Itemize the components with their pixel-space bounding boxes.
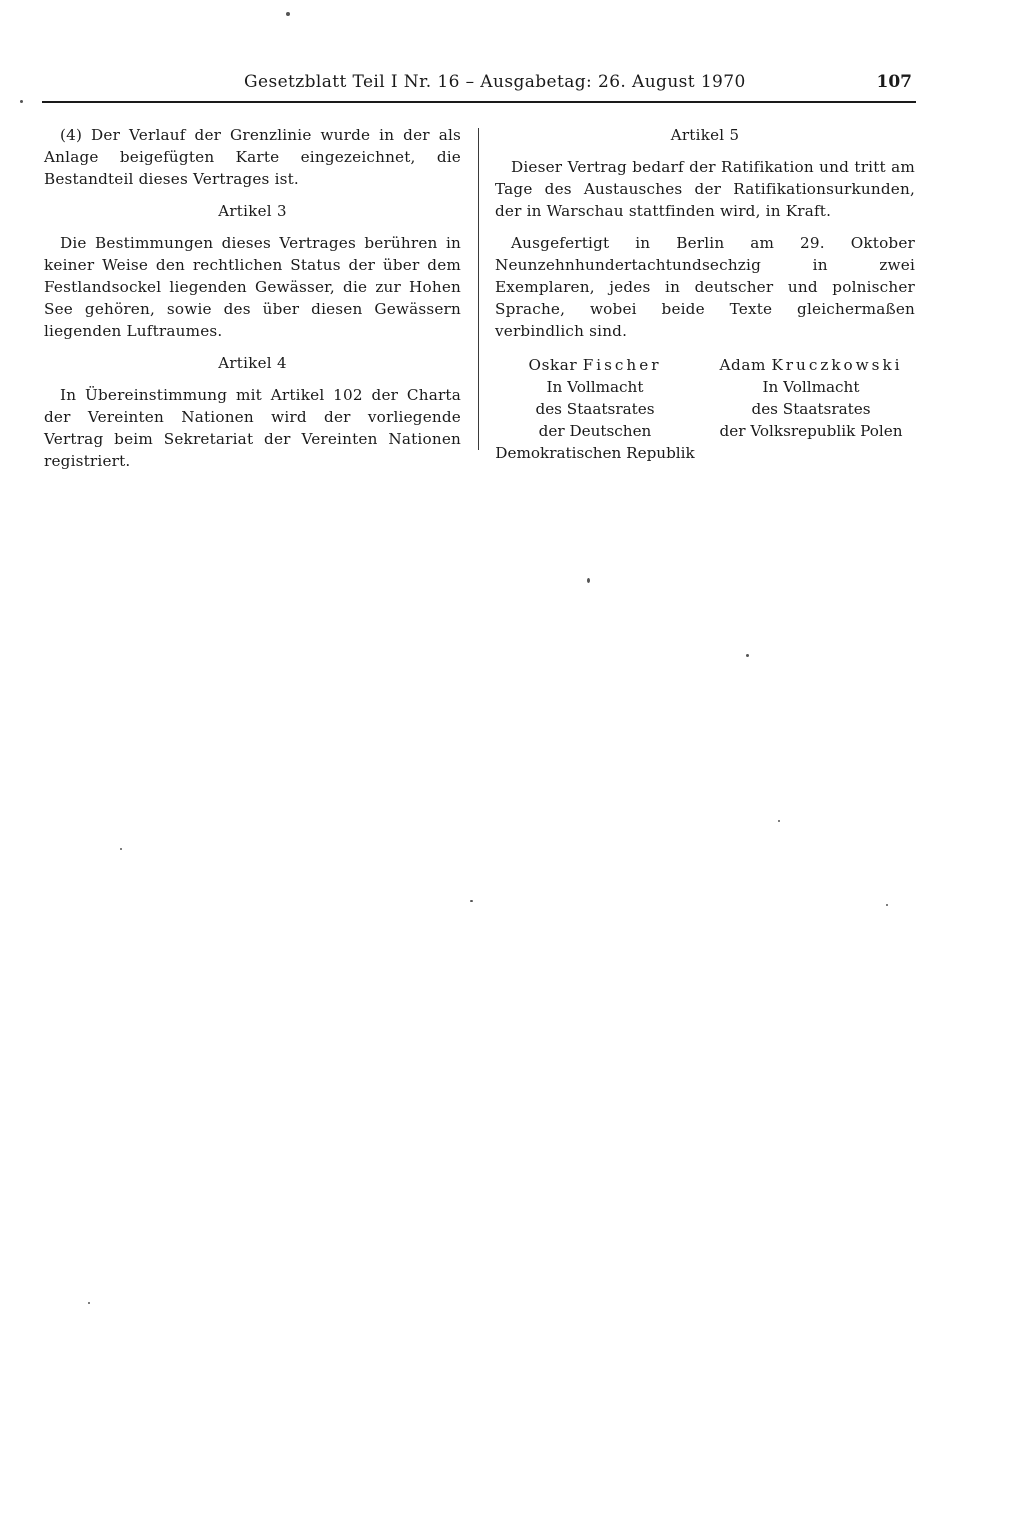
signatory-last-name: Fischer bbox=[582, 356, 662, 374]
signatory-last-name: Kruczkowski bbox=[771, 356, 903, 374]
scan-speck bbox=[470, 900, 473, 902]
article-4-text: In Übereinstimmung mit Artikel 102 der Charta der Vereinten Nationen wird der vorliegende Vertrag beim Sekretariat der Vereinten Nationen registriert. bbox=[44, 386, 461, 470]
signatory-line: der Deutschen bbox=[538, 422, 652, 440]
scan-speck bbox=[886, 904, 888, 906]
scan-speck bbox=[778, 820, 780, 822]
article-3-text: Die Bestimmungen dieses Vertrages berühren in keiner Weise den rechtlichen Status der über dem Festlandsockel liegenden Gewässer, die zur Hohen See gehören, sowie des über diesen Gewässern liegenden Luftraumes. bbox=[44, 234, 461, 340]
page-header bbox=[44, 72, 916, 102]
header-rule bbox=[42, 101, 916, 103]
column-divider bbox=[478, 128, 479, 450]
scan-speck bbox=[120, 848, 122, 850]
header-title: Gesetzblatt Teil I Nr. 16 – Ausgabetag: 26. August 1970 bbox=[244, 72, 746, 92]
paragraph-4: (4) Der Verlauf der Grenzlinie wurde in der als Anlage beigefügten Karte eingezeichnet, die Bestandteil dieses Vertrages ist. bbox=[44, 126, 461, 188]
left-column bbox=[44, 124, 461, 472]
signatory-gdr bbox=[495, 354, 695, 464]
signatory-line: In Vollmacht bbox=[546, 378, 644, 396]
signatory-line: der Volksrepublik Polen bbox=[719, 422, 903, 440]
article-5-heading: Artikel 5 bbox=[670, 126, 740, 144]
article-3-heading: Artikel 3 bbox=[218, 202, 287, 220]
closing-text: Ausgefertigt in Berlin am 29. Oktober Neunzehnhundertachtundsechzig in zwei Exemplaren, jedes in deutscher und polnischer Sprache, wobei beide Texte gleichermaßen verbindlich sind. bbox=[495, 234, 915, 340]
signatory-first-name: Adam bbox=[719, 356, 766, 374]
signatory-line: Demokratischen Republik bbox=[495, 444, 695, 462]
scan-speck bbox=[20, 100, 23, 103]
page-number: 107 bbox=[876, 72, 912, 92]
article-5-text: Dieser Vertrag bedarf der Ratifikation und tritt am Tage des Austausches der Ratifikationsurkunden, der in Warschau stattfinden wird, in Kraft. bbox=[495, 158, 915, 220]
scan-speck bbox=[587, 578, 590, 583]
signatory-name bbox=[529, 354, 662, 376]
article-4-heading: Artikel 4 bbox=[218, 354, 287, 372]
signatory-line: In Vollmacht bbox=[762, 378, 860, 396]
scan-speck bbox=[286, 12, 290, 16]
signatory-name bbox=[719, 354, 902, 376]
right-column bbox=[495, 124, 915, 464]
scan-speck bbox=[88, 1302, 90, 1304]
scan-speck bbox=[746, 654, 749, 657]
signatures bbox=[495, 354, 915, 464]
signatory-line: des Staatsrates bbox=[751, 400, 871, 418]
signatory-first-name: Oskar bbox=[528, 356, 578, 374]
signatory-line: des Staatsrates bbox=[535, 400, 655, 418]
signatory-poland bbox=[707, 354, 915, 464]
